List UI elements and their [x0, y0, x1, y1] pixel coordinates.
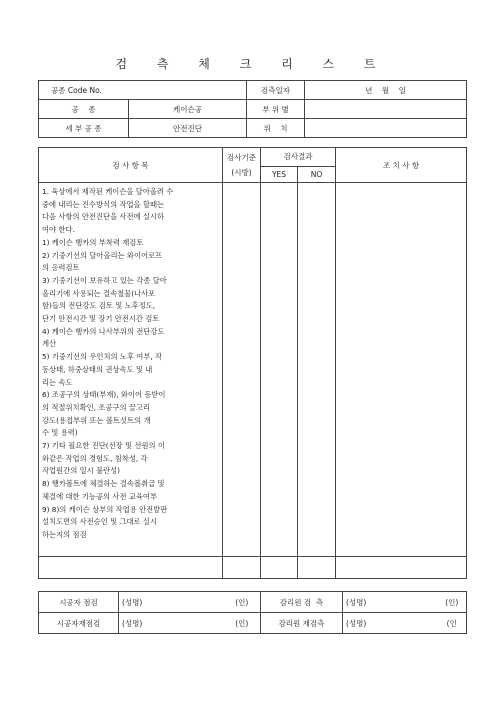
work-type-value[interactable]: 케이슨공 — [129, 100, 247, 119]
col-action-header: 조 치 사 항 — [336, 148, 467, 183]
checklist-item-line: 6) 조공구의 상태(부재), 와이어 등받이 — [42, 390, 166, 400]
code-label: 공종 Code No. — [39, 81, 247, 100]
work-type-label: 공 종 — [39, 100, 129, 119]
checklist-item-line: 리는 속도 — [42, 377, 73, 387]
checklist-item-line: 다음 사항의 안전진단을 사전에 실시하 — [42, 212, 165, 222]
checklist-item-line: 8) 행카볼트에 체결하는 결속볼취급 및 — [42, 479, 165, 489]
checklist-item-line: 5) 기중기선의 우인치의 노후 여부, 작 — [42, 352, 163, 362]
checklist-item-line: 동상태, 하중상태의 권상속도 및 내 — [42, 364, 153, 374]
checklist-item-line: 9) 8)의 케이슨 상부의 작업용 안전발판 — [42, 504, 168, 514]
col-no-header: NO — [298, 166, 336, 182]
contractor-name[interactable]: (성명) — [119, 592, 224, 613]
blank-row-cell[interactable] — [261, 557, 298, 579]
location-label: 위 치 — [247, 119, 305, 138]
contractor-recheck-seal[interactable]: (인) — [224, 613, 261, 634]
checklist-item-line: 4) 케이슨 행카의 나사부위의 전단강도 — [42, 326, 165, 336]
action-cell[interactable] — [336, 183, 467, 557]
contractor-check-label: 시공자 점검 — [39, 592, 119, 613]
blank-row-cell[interactable] — [298, 557, 336, 579]
checklist-item-line: 하는지의 점검 — [42, 529, 87, 539]
contractor-seal[interactable]: (인) — [224, 592, 261, 613]
date-label: 검측일자 — [247, 81, 305, 100]
checklist-item-line: 단기 안전시간 및 장기 안전시간 검토 — [42, 314, 160, 324]
detail-label: 세 부 공 종 — [39, 119, 129, 138]
checklist-item-line: 설치도면의 사전승인 및 그대로 실시 — [42, 517, 158, 527]
supervisor-recheck-label: 감리원 재검측 — [261, 613, 343, 634]
checklist-item-line: 수 및 용력) — [42, 428, 78, 438]
checklist-item-line: 중에 내리는 진수방식의 작업을 할때는 — [42, 199, 165, 209]
yes-cell[interactable] — [261, 183, 298, 557]
checklist-item-line: 7) 기타 필요한 진단(선장 및 선원의 이 — [42, 441, 165, 451]
col-yes-header: YES — [261, 166, 298, 182]
checklist-item-line: 체결에 대한 기능공의 사전 교육여부 — [42, 491, 158, 501]
col-items-header: 검 사 항 목 — [39, 148, 223, 183]
supervisor-recheck-name[interactable]: (성명) — [343, 613, 438, 634]
detail-value[interactable]: 안전진단 — [129, 119, 247, 138]
supervisor-check-label: 감리원 검 측 — [261, 592, 343, 613]
checklist-item-line: 1. 육상에서 제작된 케이슨을 달아올려 수 — [42, 187, 174, 196]
no-cell[interactable] — [298, 183, 336, 557]
checklist-item-line: 2) 기중기선의 달아올리는 와이어로프 — [42, 250, 163, 260]
blank-row-cell[interactable] — [336, 557, 467, 579]
checklist-item-line: 함)들의 전단강도 검토 및 노후정도, — [42, 301, 156, 311]
checklist-item-line: 올리기에 사용되는 결속철물(나사포 — [42, 288, 156, 298]
checklist-item-line: 여야 한다. — [42, 225, 75, 235]
header-table — [38, 80, 467, 138]
checklist-item-line: 1) 케이슨 행카의 부착력 재검토 — [42, 237, 144, 247]
checklist-item-line: 와같은 작업의 경험도, 침착성, 각 — [42, 453, 148, 463]
checklist-items — [39, 183, 223, 557]
checklist-item-line: 작업원간의 일시 불란성) — [42, 466, 120, 476]
signature-table — [38, 591, 467, 634]
criteria-cell[interactable] — [223, 183, 261, 557]
checklist-item-line: 의 응력검토 — [42, 263, 80, 273]
checklist-item-line: 강도(용접부위 또는 볼트섯트의 개 — [42, 415, 151, 425]
supervisor-name[interactable]: (성명) — [343, 592, 438, 613]
blank-row-cell[interactable] — [223, 557, 261, 579]
checklist-item-line: 의 적절위치확인, 조공구의 끌고리 — [42, 402, 150, 412]
supervisor-recheck-seal[interactable]: (인 — [438, 613, 467, 634]
document-title: 검 측 체 크 리 스 트 — [115, 57, 389, 71]
checklist-item-line: 계산 — [42, 339, 57, 349]
checklist-item-line: 3) 기중기선이 보유하고 있는 각종 달아 — [42, 275, 167, 285]
supervisor-seal[interactable]: (인) — [438, 592, 467, 613]
col-criteria-header — [223, 148, 261, 183]
col-criteria-label: 검사기준 — [227, 153, 256, 162]
blank-row-cell[interactable] — [39, 557, 223, 579]
part-value[interactable] — [305, 100, 467, 119]
col-result-header: 검사결과 — [261, 148, 336, 167]
contractor-recheck-name[interactable]: (성명) — [119, 613, 224, 634]
checklist-table — [38, 147, 467, 579]
part-label: 부 위 별 — [247, 100, 305, 119]
col-criteria-sub: (시방) — [231, 168, 252, 177]
date-value[interactable]: 년 월 일 — [305, 81, 467, 100]
location-value[interactable] — [305, 119, 467, 138]
contractor-recheck-label: 시공자재점검 — [39, 613, 119, 634]
